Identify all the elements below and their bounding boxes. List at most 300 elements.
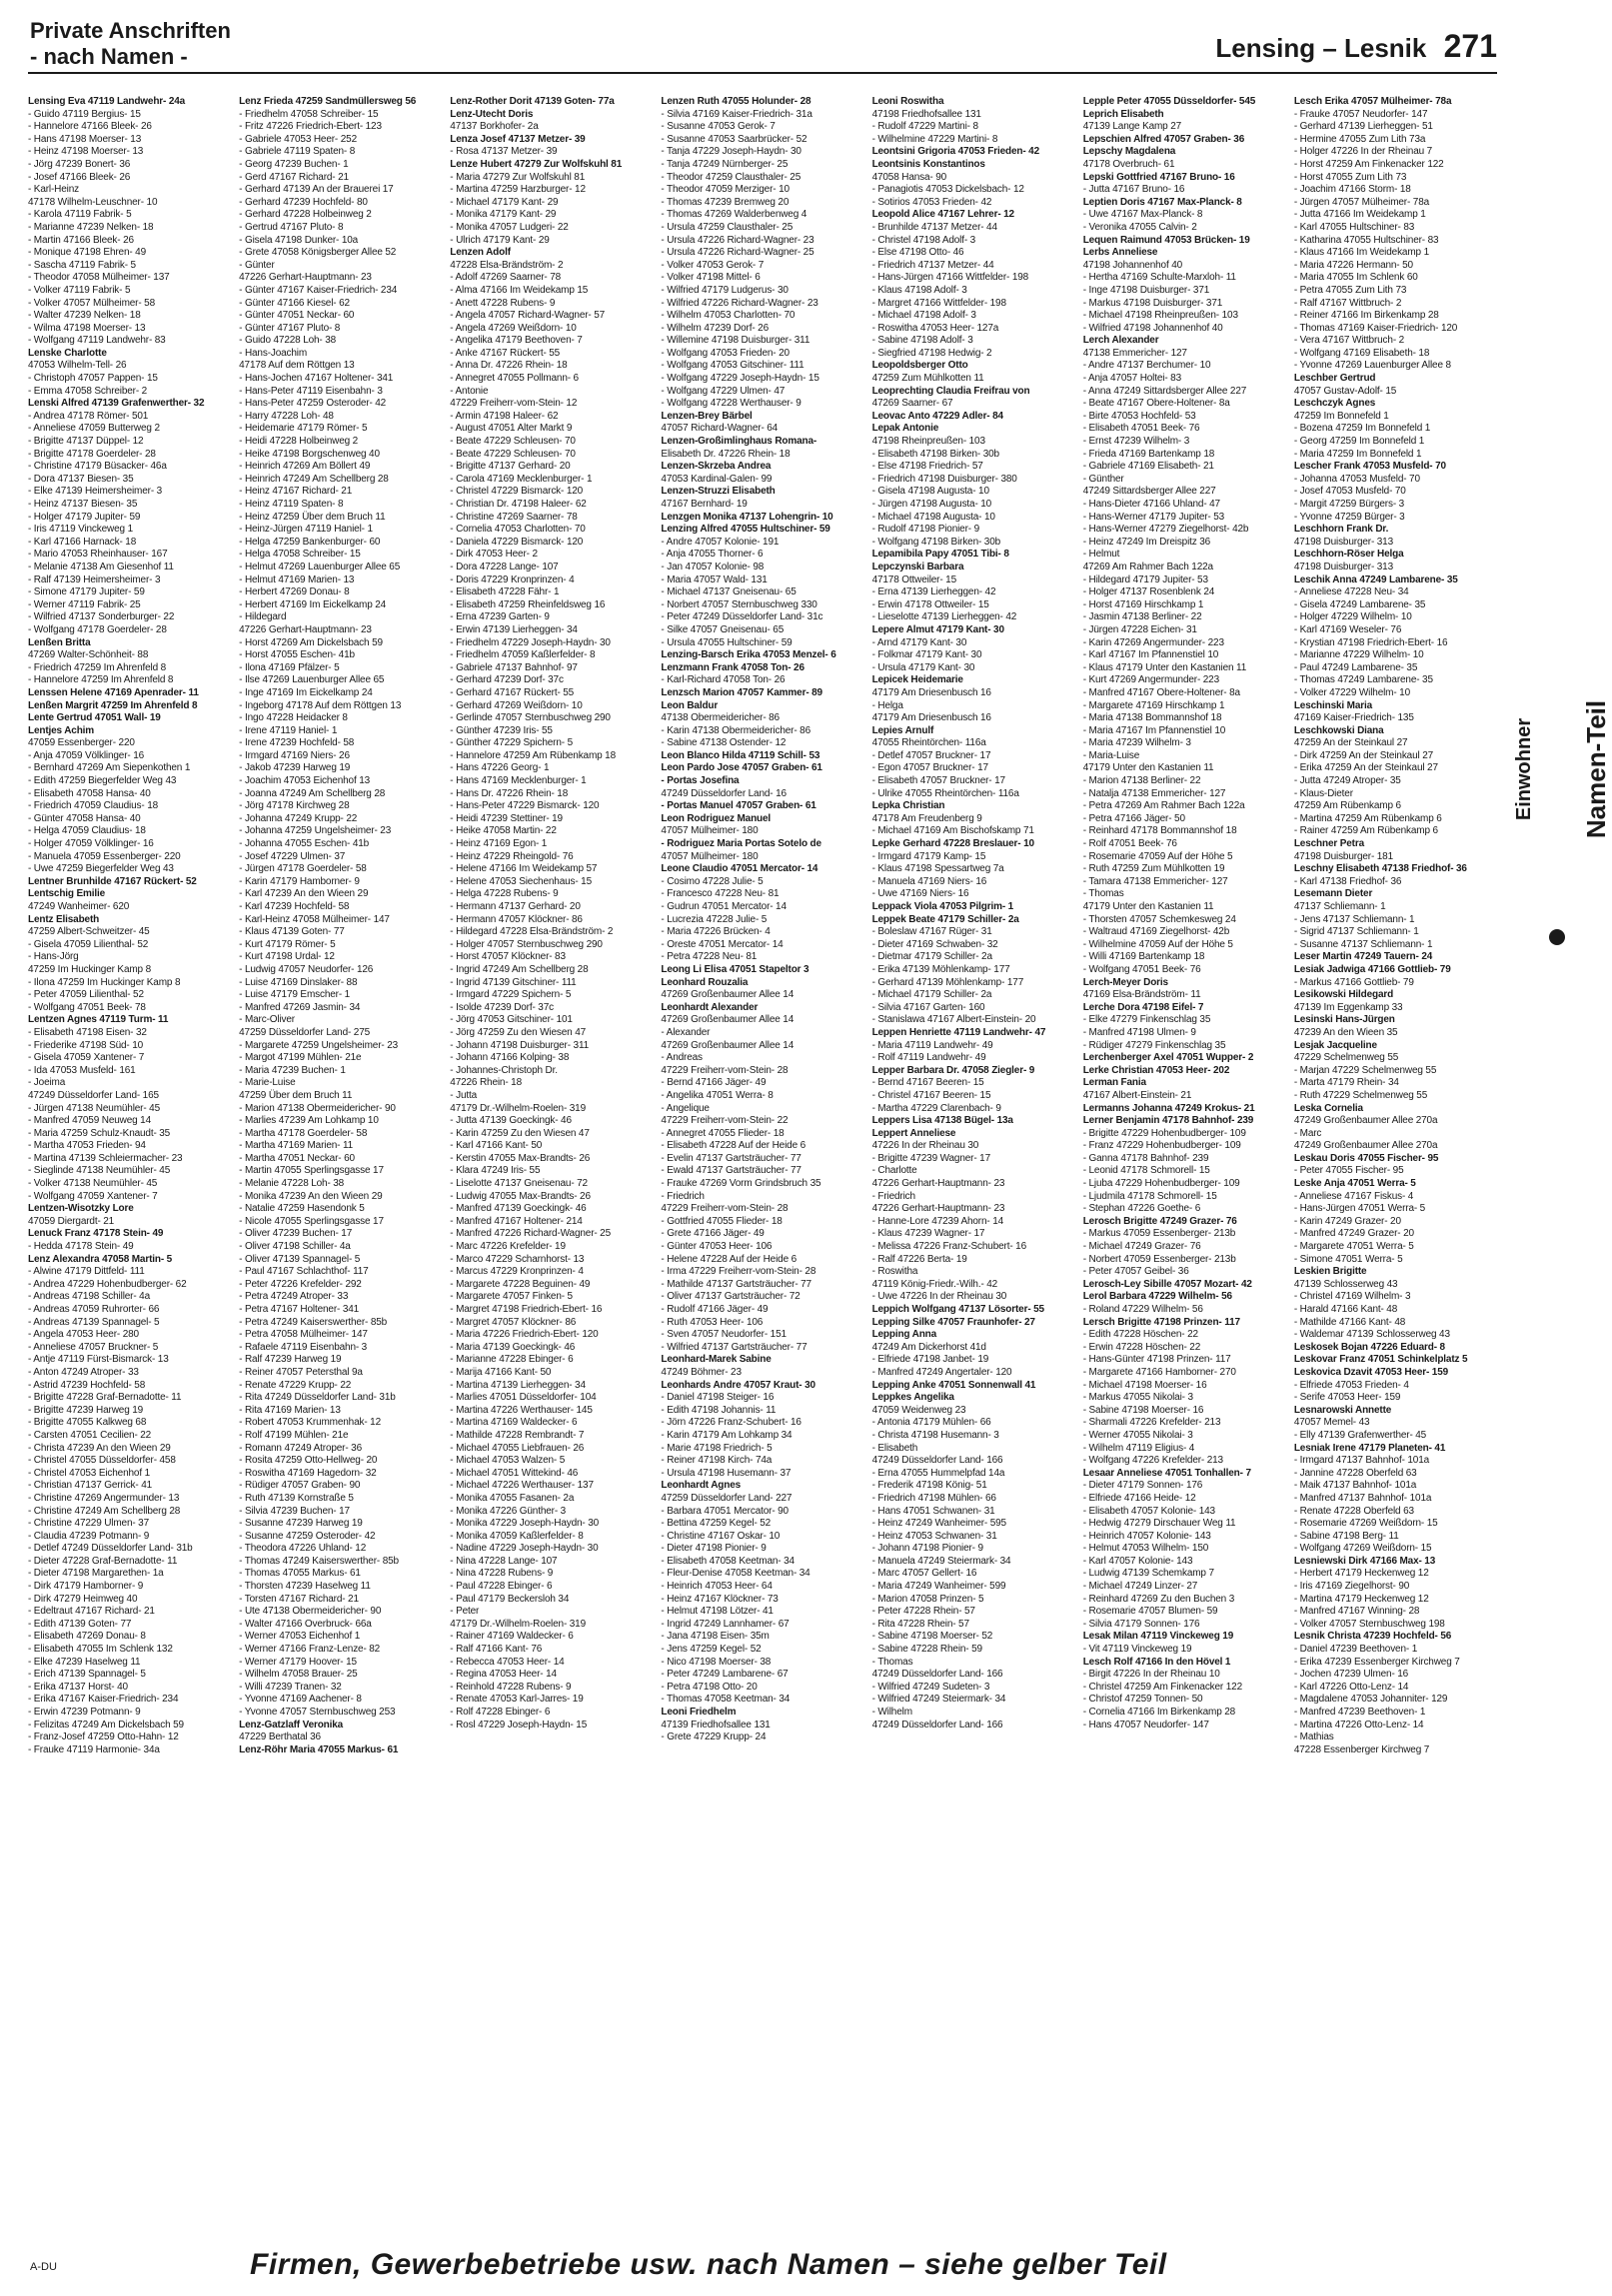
listing-entry: - Wolfgang 47119 Landwehr- 83 — [28, 335, 166, 347]
listing-entry: 47057 Richard-Wagner- 64 — [661, 423, 779, 435]
listing-entry: - Karl 47055 Hultschiner- 83 — [1293, 221, 1415, 233]
listing-entry: - Ralf 47167 Wittbruch- 2 — [1293, 297, 1402, 309]
listing-entry: - Wolfgang 47059 Xantener- 7 — [28, 1190, 158, 1202]
listing-entry: - Erika 47139 Möhlenkamp- 177 — [871, 963, 1010, 975]
listing-entry: - Brigitte 47055 Kalkweg 68 — [28, 1417, 147, 1429]
listing-entry: - Brigitte 47137 Düppel- 12 — [28, 436, 144, 448]
listing-entry: - Michael 47198 Rheinpreußen- 103 — [1082, 310, 1238, 322]
listing-entry: - Guido 47119 Bergius- 15 — [28, 108, 141, 120]
listing-entry: - Alma 47166 Im Weidekamp 15 — [450, 284, 589, 296]
listing-entry: - Wilma 47198 Moerser- 13 — [28, 322, 146, 334]
listing-entry: - Marc 47226 Krefelder- 19 — [450, 1241, 566, 1253]
listing-entry: - Uwe 47167 Max-Planck- 8 — [1082, 209, 1203, 221]
listing-entry: - Manfred 47059 Neuweg 14 — [28, 1115, 151, 1127]
listing-entry: - Gottfried 47055 Flieder- 18 — [661, 1215, 783, 1227]
listing-entry: - Antonia 47179 Mühlen- 66 — [871, 1417, 991, 1429]
listing-entry: 47139 Schlosserweg 43 — [1293, 1278, 1398, 1290]
listing-entry: - Elisabeth 47051 Beek- 76 — [1082, 423, 1200, 435]
listing-entry: - Hans-Jochen 47167 Holtener- 341 — [239, 373, 394, 385]
listing-entry-head: Lesaar Anneliese 47051 Tonhallen- 7 — [1082, 1467, 1251, 1479]
listing-entry: - Marjan 47229 Schelmenweg 55 — [1293, 1064, 1437, 1076]
listing-entry: - Robert 47053 Krummenhak- 12 — [239, 1417, 381, 1429]
listing-entry: - Christof 47259 Tonnen- 50 — [1082, 1694, 1203, 1706]
listing-entry-head: Lensing Eva 47119 Landwehr- 24a — [28, 96, 186, 107]
listing-entry-head: Lepak Antonie — [871, 423, 939, 435]
listing-entry-head: Lenz-Rother Dorit 47139 Goten- 77a — [450, 96, 615, 107]
listing-entry: - Karola 47119 Fabrik- 5 — [28, 209, 132, 221]
listing-entry: 47226 In der Rheinau 30 — [871, 1140, 979, 1152]
listing-entry: - Angela 47269 Weißdorn- 10 — [450, 322, 577, 334]
listing-entry-head: Lermanns Johanna 47249 Krokus- 21 — [1082, 1102, 1255, 1114]
listing-entry: - Oliver 47239 Buchen- 17 — [239, 1228, 353, 1240]
listing-entry: - Silvia 47169 Kaiser-Friedrich- 31a — [661, 108, 812, 120]
listing-entry: - Christine 47229 Ulmen- 37 — [28, 1518, 150, 1530]
listing-entry-head: Leonhards Andre 47057 Kraut- 30 — [661, 1379, 815, 1391]
listing-entry: - Christa 47239 An den Wieen 29 — [28, 1442, 171, 1454]
listing-entry: - Marta 47179 Rhein- 34 — [1293, 1077, 1399, 1089]
listing-entry: - Helmut 47053 Wilhelm- 150 — [1082, 1543, 1209, 1555]
listing-entry: - Yvonne 47057 Sternbuschweg 253 — [239, 1707, 396, 1718]
listing-entry-head: Leskosek Bojan 47226 Eduard- 8 — [1293, 1341, 1445, 1353]
listing-entry: - Rudolf 47229 Martini- 8 — [871, 121, 978, 133]
listing-entry: - Maria 47226 Friedrich-Ebert- 120 — [450, 1329, 599, 1341]
listing-entry: - Rudolf 47198 Pionier- 9 — [871, 524, 979, 536]
listing-entry: - Lieselotte 47139 Lierheggen- 42 — [871, 611, 1017, 623]
listing-entry: - Heinz 47249 Wanheimer- 595 — [871, 1518, 1006, 1530]
listing-entry: - Reiner 47057 Petersthal 9a — [239, 1366, 363, 1378]
listing-entry: - Georg 47259 Im Bonnefeld 1 — [1293, 436, 1425, 448]
listing-entry: - Marie 47198 Friedrich- 5 — [661, 1442, 773, 1454]
listing-entry: - Silvia 47167 Garten- 160 — [871, 1001, 985, 1013]
listing-entry: - Karin 47269 Angermunder- 223 — [1082, 636, 1224, 648]
listing-entry: - Martha 47051 Neckar- 60 — [239, 1152, 355, 1164]
listing-entry-head: Leschik Anna 47249 Lambarene- 35 — [1293, 574, 1458, 585]
listing-entry: 47259 Im Bonnefeld 1 — [1293, 410, 1389, 422]
listing-entry: - Hans-Jörg — [28, 951, 79, 963]
listing-entry: - Irmgard 47179 Kamp- 15 — [871, 850, 986, 862]
listing-entry: 47178 Wilhelm-Leuschner- 10 — [28, 196, 158, 208]
listing-entry: - Johanna 47053 Musfeld- 70 — [1293, 473, 1420, 485]
listing-entry: - Dirk 47259 An der Steinkaul 27 — [1293, 749, 1434, 761]
listing-entry: - Friedrich — [661, 1190, 705, 1202]
listing-entry: - Marion 47138 Berliner- 22 — [1082, 775, 1201, 787]
listing-entry: - Günter 47053 Heer- 106 — [661, 1241, 773, 1253]
listing-entry: - Kurt 47269 Angermunder- 223 — [1082, 674, 1219, 686]
section-side-tab — [1512, 619, 1611, 919]
listing-entry: - Jürgen 47198 Augusta- 10 — [871, 499, 992, 510]
listing-entry: - Kerstin 47055 Max-Brandts- 26 — [450, 1152, 591, 1164]
listing-entry: - Ingrid 47249 Am Schellberg 28 — [450, 963, 589, 975]
listing-entry: - Martina 47139 Schleiermacher- 23 — [28, 1152, 183, 1164]
listing-entry: - Beate 47167 Obere-Holtener- 8a — [1082, 398, 1230, 410]
listing-entry: 47249 Großenbaumer Allee 270a — [1293, 1140, 1438, 1152]
listing-entry-head: Leonhard-Marek Sabine — [661, 1354, 772, 1366]
listing-entry: 47249 Düsseldorfer Land- 166 — [871, 1719, 1003, 1730]
listing-entry: - Volker 47138 Neumühler- 45 — [28, 1178, 158, 1190]
listing-entry-head: Leppich Wolfgang 47137 Lösorter- 55 — [871, 1304, 1044, 1315]
listing-entry: - Elisabeth 47058 Hansa- 40 — [28, 787, 151, 799]
listing-entry: - Peter 47249 Düsseldorfer Land- 31c — [661, 611, 823, 623]
listing-entry: - Nadine 47229 Joseph-Haydn- 30 — [450, 1543, 599, 1555]
listing-entry-head: Lepping Anna — [871, 1329, 937, 1341]
listing-entry: - Karin 47259 Zu den Wiesen 47 — [450, 1127, 590, 1139]
listing-entry: 47169 Kaiser-Friedrich- 135 — [1293, 712, 1414, 724]
listing-entry: - Annegret 47055 Flieder- 18 — [661, 1127, 785, 1139]
listing-entry-head: Lepper Barbara Dr. 47058 Ziegler- 9 — [871, 1064, 1035, 1076]
listing-entry: - Marcus 47229 Kronprinzen- 4 — [450, 1266, 584, 1278]
listing-entry-head: Lesinski Hans-Jürgen — [1293, 1014, 1395, 1026]
listing-entry: 47059 Diergardt- 21 — [28, 1215, 115, 1227]
listing-entry: - Thomas 47249 Lambarene- 35 — [1293, 674, 1433, 686]
listing-entry: - Joeima — [28, 1077, 66, 1089]
listing-entry: - Gerhard 47167 Rückert- 55 — [450, 686, 575, 698]
listing-entry: - Sabine 47138 Ostender- 12 — [661, 737, 787, 749]
listing-entry-head: Leonhardt Agnes — [661, 1480, 742, 1492]
listing-entry: - Maria 47279 Zur Wolfskuhl 81 — [450, 171, 586, 183]
listing-entry: - Norbert 47057 Sternbuschweg 330 — [661, 598, 817, 610]
listing-entry: - Brigitte 47178 Goerdeler- 28 — [28, 448, 156, 460]
listing-entry: - Anke 47167 Rückert- 55 — [450, 347, 561, 359]
listing-entry: - Michael 47249 Grazer- 76 — [1082, 1241, 1201, 1253]
listing-entry: - Bernd 47166 Jäger- 49 — [661, 1077, 767, 1089]
listing-entry: - Karin 47249 Grazer- 20 — [1293, 1215, 1401, 1227]
listing-entry: - Jens 47259 Kegel- 52 — [661, 1644, 762, 1656]
listing-entry-head: Lenssen Helene 47169 Apenrader- 11 — [28, 686, 199, 698]
listing-entry: - Elfriede 47198 Janbet- 19 — [871, 1354, 989, 1366]
listing-entry: - Joachim 47166 Storm- 18 — [1293, 184, 1411, 196]
listing-entry: - Karl 47138 Friedhof- 36 — [1293, 875, 1402, 887]
listing-entry: 47198 Johannenhof 40 — [1082, 259, 1183, 271]
footer-note: Firmen, Gewerbebetriebe usw. nach Namen – siehe gelber Teil — [250, 2248, 1167, 2281]
listing-entry: - Christel 47167 Beeren- 15 — [871, 1089, 991, 1101]
listing-entry: - Reinhold 47228 Rubens- 9 — [450, 1681, 572, 1693]
listing-entry: - Anja 47057 Holtei- 83 — [1082, 373, 1181, 385]
listing-entry: - Charlotte — [871, 1165, 917, 1177]
listing-entry: - Gerd 47167 Richard- 21 — [239, 171, 349, 183]
listing-entry-head: Lente Gertrud 47051 Wall- 19 — [28, 712, 161, 724]
listing-columns — [28, 96, 1497, 2234]
listing-entry-head: Leschhorn Frank Dr. — [1293, 524, 1389, 536]
listing-entry: - Erika 47239 Essenberger Kirchweg 7 — [1293, 1656, 1460, 1668]
listing-entry: - Grete 47058 Königsberger Allee 52 — [239, 247, 397, 259]
listing-entry: - Susanne 47259 Osteroder- 42 — [239, 1530, 376, 1542]
listing-entry: - Elke 47239 Haselweg 11 — [28, 1656, 141, 1668]
listing-entry: - Rüdiger 47279 Finkenschlag 35 — [1082, 1039, 1226, 1051]
listing-entry: - Thomas 47055 Markus- 61 — [239, 1568, 361, 1580]
listing-entry-head: Leptien Doris 47167 Max-Planck- 8 — [1082, 196, 1242, 208]
listing-entry: - Ganna 47178 Bahnhof- 239 — [1082, 1152, 1209, 1164]
listing-entry: - Margarete 47057 Finken- 5 — [450, 1291, 573, 1303]
listing-entry: - Erwin 47178 Ottweiler- 15 — [871, 598, 989, 610]
listing-entry: - Adolf 47269 Saarner- 78 — [450, 272, 562, 284]
listing-entry: - Ursula 47226 Richard-Wagner- 23 — [661, 234, 814, 246]
listing-entry: - Manfred 47249 Grazer- 20 — [1293, 1228, 1414, 1240]
listing-entry: - Rita 47169 Marien- 13 — [239, 1404, 341, 1416]
listing-entry: - Wilfried 47179 Ludgerus- 30 — [661, 284, 789, 296]
listing-entry-head: Lenza Josef 47137 Metzer- 39 — [450, 133, 586, 145]
listing-entry: - Hans 47198 Moerser- 13 — [28, 133, 142, 145]
listing-entry: - Christa 47198 Husemann- 3 — [871, 1429, 999, 1441]
listing-entry: - Susanne 47053 Saarbrücker- 52 — [661, 133, 807, 145]
listing-entry: - Bernd 47167 Beeren- 15 — [871, 1077, 984, 1089]
listing-entry: - Ralf 47139 Heimersheimer- 3 — [28, 574, 161, 585]
listing-entry: - Panagiotis 47053 Dickelsbach- 12 — [871, 184, 1024, 196]
listing-entry: 47269 Großenbaumer Allee 14 — [661, 1039, 795, 1051]
listing-entry: - Jürgen 47178 Goerdeler- 58 — [239, 863, 367, 875]
listing-entry: - Irmgard 47137 Bahnhof- 101a — [1293, 1455, 1430, 1467]
listing-entry: - Werner 47055 Nikolai- 3 — [1082, 1429, 1193, 1441]
listing-entry: - Krystian 47198 Friedrich-Ebert- 16 — [1293, 636, 1448, 648]
listing-entry: - Sven 47057 Neudorfer- 151 — [661, 1329, 787, 1341]
listing-entry-head: Lepicek Heidemarie — [871, 674, 963, 686]
listing-entry: - Ulrich 47179 Kant- 29 — [450, 234, 550, 246]
listing-entry-head: Lenzen-Großimlinghaus Romana- — [661, 436, 817, 448]
listing-entry-head: Lerol Barbara 47229 Wilhelm- 56 — [1082, 1291, 1232, 1303]
listing-entry: - Helene 47166 Im Weidekamp 57 — [450, 863, 598, 875]
listing-entry: - Jakob 47239 Harweg 19 — [239, 762, 351, 774]
listing-entry: - Ludwig 47057 Neudorfer- 126 — [239, 963, 374, 975]
listing-entry: 47269 Am Rahmer Bach 122a — [1082, 561, 1213, 573]
listing-column-5 — [872, 96, 1075, 2234]
listing-entry: - Andreas — [661, 1052, 703, 1064]
listing-entry: - Antje 47119 Fürst-Bismarck- 13 — [28, 1354, 169, 1366]
listing-entry: - Christel 47055 Düsseldorfer- 458 — [28, 1455, 176, 1467]
listing-entry: - Michael 47179 Schiller- 2a — [871, 989, 992, 1001]
listing-entry-head: Leppkes Angelika — [871, 1392, 954, 1404]
listing-entry: - Peter 47226 Krefelder- 292 — [239, 1278, 362, 1290]
listing-entry-head: Leontsinis Konstantinos — [871, 158, 985, 170]
listing-entry: - Hermann 47137 Gerhard- 20 — [450, 901, 581, 912]
listing-entry: - Thomas 47058 Keetman- 34 — [661, 1694, 791, 1706]
listing-entry-head: Lentjes Achim — [28, 724, 95, 736]
listing-entry: - Thomas 47169 Kaiser-Friedrich- 120 — [1293, 322, 1458, 334]
listing-entry: - Hans Dr. 47226 Rhein- 18 — [450, 787, 569, 799]
listing-entry-head: Leonhard Rouzalia — [661, 976, 749, 988]
listing-entry: - Karl 47167 Im Pfannenstiel 10 — [1082, 649, 1219, 661]
listing-entry: 47226 Gerhart-Hauptmann- 23 — [239, 623, 372, 635]
listing-entry: - Elisabeth 47269 Donau- 8 — [28, 1631, 146, 1643]
listing-entry: - Rosa 47137 Metzer- 39 — [450, 146, 558, 158]
listing-entry: - Willi 47169 Bartenkamp 18 — [1082, 951, 1205, 963]
listing-entry: - Rüdiger 47057 Graben- 90 — [239, 1480, 361, 1492]
listing-entry: - Erna 47139 Lierheggen- 42 — [871, 586, 996, 598]
listing-entry: - Anja 47055 Thorner- 6 — [661, 549, 764, 561]
listing-entry-head: Leschber Gertrud — [1293, 373, 1376, 385]
listing-entry: - Susanne 47137 Schliemann- 1 — [1293, 938, 1433, 950]
listing-column-4 — [661, 96, 863, 2234]
listing-entry: - Klaus 47179 Unter den Kastanien 11 — [1082, 661, 1247, 673]
listing-entry: - Ruth 47259 Zum Mühlkotten 19 — [1082, 863, 1225, 875]
listing-entry: - Peter 47228 Rhein- 57 — [871, 1606, 975, 1618]
listing-entry: - Maria 47119 Landwehr- 49 — [871, 1039, 993, 1051]
listing-entry: - Mathilde 47137 Gartsträucher- 77 — [661, 1278, 811, 1290]
listing-entry: 47198 Duisburger- 181 — [1293, 850, 1393, 862]
listing-entry: - Sieglinde 47138 Neumühler- 45 — [28, 1165, 171, 1177]
listing-entry: 47249 Böhmer- 23 — [661, 1366, 742, 1378]
listing-entry: 47057 Mülheimer- 180 — [661, 825, 759, 837]
listing-entry: - Markus 47059 Essenberger- 213b — [1082, 1228, 1236, 1240]
listing-entry: - Astrid 47239 Hochfeld- 58 — [28, 1379, 146, 1391]
header-rule — [28, 72, 1497, 74]
listing-entry: - Claudia 47239 Potmann- 9 — [28, 1530, 150, 1542]
listing-entry: - Oliver 47137 Gartsträucher- 72 — [661, 1291, 801, 1303]
listing-entry-head: Leschczyk Agnes — [1293, 398, 1376, 410]
listing-entry: - Cornelia 47166 Im Birkenkamp 28 — [1082, 1707, 1236, 1718]
listing-entry: 47226 Gerhart-Hauptmann- 23 — [239, 272, 372, 284]
listing-entry: - Manfred 47198 Ulmen- 9 — [1082, 1026, 1196, 1038]
listing-entry: 47259 Düsseldorfer Land- 227 — [661, 1492, 793, 1504]
header-title: Private Anschriften — [30, 18, 231, 43]
listing-entry: - Helmut — [1082, 549, 1120, 561]
listing-entry: - Holger 47137 Rosenblenk 24 — [1082, 586, 1215, 598]
listing-entry: 47239 An den Wieen 35 — [1293, 1026, 1398, 1038]
listing-entry: - Cornelia 47053 Charlotten- 70 — [450, 524, 586, 536]
listing-entry: - Egon 47057 Bruckner- 17 — [871, 762, 988, 774]
listing-entry: - Friedrich 47059 Claudius- 18 — [28, 800, 159, 812]
listing-entry: - Heike 47058 Martin- 22 — [450, 825, 557, 837]
listing-entry: - Magdalene 47053 Johanniter- 129 — [1293, 1694, 1448, 1706]
listing-entry: - Helene 47228 Auf der Heide 6 — [661, 1253, 798, 1265]
listing-entry: - Silke 47057 Gneisenau- 65 — [661, 623, 785, 635]
listing-entry: - Petra 47166 Jäger- 50 — [1082, 812, 1185, 824]
listing-entry: - Erich 47139 Spannagel- 5 — [28, 1669, 146, 1681]
listing-entry-head: Lerman Fania — [1082, 1077, 1146, 1089]
listing-entry: - Volker 47229 Wilhelm- 10 — [1293, 686, 1410, 698]
listing-entry-head: Lesniewski Dirk 47166 Max- 13 — [1293, 1555, 1436, 1567]
listing-entry: - Michael 47053 Walzen- 5 — [450, 1455, 566, 1467]
listing-entry: - Holger 47226 In der Rheinau 7 — [1293, 146, 1433, 158]
listing-entry: - Frauke 47269 Vorm Grindsbruch 35 — [661, 1178, 821, 1190]
bullet-dot — [1549, 929, 1565, 945]
listing-entry: - Michael 47198 Augusta- 10 — [871, 511, 995, 523]
listing-entry: - Tanja 47229 Joseph-Haydn- 30 — [661, 146, 802, 158]
listing-entry-head: Lerch Alexander — [1082, 335, 1159, 347]
listing-entry: - Leonid 47178 Schmorell- 15 — [1082, 1165, 1210, 1177]
listing-entry: - Hedda 47178 Stein- 49 — [28, 1241, 134, 1253]
listing-entry: - Arnd 47179 Kant- 30 — [871, 636, 967, 648]
listing-entry: - Gisela 47198 Augusta- 10 — [871, 486, 989, 498]
listing-entry: - Walter 47239 Nelken- 18 — [28, 310, 141, 322]
listing-entry: - Jörg 47053 Gitschiner- 101 — [450, 1014, 573, 1026]
listing-entry: - Wilfried 47198 Johannenhof 40 — [1082, 322, 1223, 334]
listing-entry-head: Lesnarowski Annette — [1293, 1404, 1392, 1416]
listing-entry: - Jutta 47166 Im Weidekamp 1 — [1293, 209, 1426, 221]
listing-entry: - Jörg 47259 Zu den Wiesen 47 — [450, 1026, 587, 1038]
listing-entry: - Hans-Dieter 47166 Uhland- 47 — [1082, 499, 1220, 510]
listing-entry: - Margarete 47169 Hirschkamp 1 — [1082, 699, 1225, 711]
listing-entry: - Luise 47169 Dinslaker- 88 — [239, 976, 358, 988]
listing-entry: - Oliver 47198 Schiller- 4a — [239, 1241, 351, 1253]
listing-entry: - Ljudmila 47178 Schmorell- 15 — [1082, 1190, 1217, 1202]
listing-entry: - Martina 47226 Werthauser- 145 — [450, 1404, 593, 1416]
listing-entry: - Antonie — [450, 385, 489, 397]
listing-entry: 47249 Am Dickerhorst 41d — [871, 1341, 986, 1353]
listing-entry: 47137 Borkhofer- 2a — [450, 121, 539, 133]
listing-entry: - Marc-Oliver — [239, 1014, 295, 1026]
listing-entry: - Hannelore 47259 Im Ahrenfeld 8 — [28, 674, 174, 686]
listing-entry-head: Leopold Alice 47167 Lehrer- 12 — [871, 209, 1014, 221]
listing-entry: - Anna 47249 Sittardsberger Allee 227 — [1082, 385, 1247, 397]
listing-entry: - Holger 47057 Sternbuschweg 290 — [450, 938, 603, 950]
listing-entry: - Hanne-Lore 47239 Ahorn- 14 — [871, 1215, 1004, 1227]
listing-entry: - Günter 47167 Kaiser-Friedrich- 234 — [239, 284, 398, 296]
listing-entry: - Rolf 47228 Ebinger- 6 — [450, 1707, 551, 1718]
listing-entry: - Dieter 47179 Sonnen- 176 — [1082, 1480, 1203, 1492]
listing-entry: - Manfred 47269 Jasmin- 34 — [239, 1001, 361, 1013]
listing-entry: - Günter 47051 Neckar- 60 — [239, 310, 355, 322]
listing-entry-head: - Rodriguez Maria Portas Sotelo de — [661, 838, 821, 850]
listing-entry: - Reinhard 47178 Bommannshof 18 — [1082, 825, 1237, 837]
listing-entry: - Detlef 47057 Bruckner- 17 — [871, 749, 991, 761]
listing-entry: - Ilona 47169 Pfälzer- 5 — [239, 661, 340, 673]
listing-entry: - Heidi 47228 Holbeinweg 2 — [239, 436, 359, 448]
listing-entry: - Rosemarie 47269 Weißdorn- 15 — [1293, 1518, 1438, 1530]
listing-entry: - Heinz 47198 Moerser- 13 — [28, 146, 144, 158]
listing-entry: - Ernst 47239 Wilhelm- 3 — [1082, 436, 1190, 448]
listing-entry: 47198 Duisburger- 313 — [1293, 536, 1393, 548]
listing-entry: - Torsten 47167 Richard- 21 — [239, 1593, 359, 1605]
listing-entry: - Roland 47229 Wilhelm- 56 — [1082, 1304, 1203, 1315]
listing-entry: - Jutta 47167 Bruno- 16 — [1082, 184, 1185, 196]
listing-entry: - Jörg 47239 Bonert- 36 — [28, 158, 131, 170]
listing-entry: - Heinz 47259 Über dem Bruch 11 — [239, 511, 386, 523]
listing-entry: - Jörg 47178 Kirchweg 28 — [239, 800, 350, 812]
listing-entry: - Martha 47053 Frieden- 94 — [28, 1140, 146, 1152]
listing-entry: - Dieter 47198 Pionier- 9 — [661, 1543, 767, 1555]
listing-entry: - Ulrike 47055 Rheintörchen- 116a — [871, 787, 1019, 799]
listing-entry-head: Lersch Brigitte 47198 Prinzen- 117 — [1082, 1316, 1240, 1328]
listing-entry: - Petra 47269 Am Rahmer Bach 122a — [1082, 800, 1245, 812]
listing-entry: - Theodor 47058 Mülheimer- 137 — [28, 272, 170, 284]
listing-entry: - Wilfried 47226 Richard-Wagner- 23 — [661, 297, 818, 309]
listing-entry-head: Leskien Brigitte — [1293, 1266, 1367, 1278]
listing-entry: - Klaus 47166 Im Weidekamp 1 — [1293, 247, 1429, 259]
listing-entry: - Hildegard — [239, 611, 287, 623]
listing-entry: - Sabine 47228 Rhein- 59 — [871, 1644, 982, 1656]
listing-entry: - Renate 47228 Oberfeld 63 — [1293, 1505, 1414, 1517]
listing-entry: 47249 Düsseldorfer Land- 166 — [871, 1669, 1003, 1681]
listing-entry-head: Leopoldsberger Otto — [871, 360, 968, 372]
listing-entry: - Jasmin 47138 Berliner- 22 — [1082, 611, 1202, 623]
listing-entry: - Christian 47137 Gerrick- 41 — [28, 1480, 153, 1492]
listing-entry: 47249 Düsseldorfer Land- 16 — [661, 787, 787, 799]
listing-entry: - Michael 47179 Kant- 29 — [450, 196, 559, 208]
listing-entry: - Gertrud 47167 Pluto- 8 — [239, 221, 344, 233]
listing-entry: - Hans 47169 Mecklenburger- 1 — [450, 775, 587, 787]
listing-entry: - Siegfried 47198 Hedwig- 2 — [871, 347, 992, 359]
listing-entry-head: Leppers Lisa 47138 Bügel- 13a — [871, 1115, 1013, 1127]
listing-entry: - Wolfgang 47053 Frieden- 20 — [661, 347, 790, 359]
side-tab-line2: Namen-Teil — [1580, 699, 1611, 839]
listing-entry: 47269 Saarner- 67 — [871, 398, 953, 410]
listing-entry: - Helmut 47169 Marien- 13 — [239, 574, 355, 585]
listing-entry-head: Leon Rodriguez Manuel — [661, 812, 772, 824]
listing-entry: - Mathilde 47228 Rembrandt- 7 — [450, 1429, 585, 1441]
listing-entry: - Heinrich 47269 Am Böllert 49 — [239, 461, 371, 473]
listing-entry: - Theodor 47259 Clausthaler- 25 — [661, 171, 802, 183]
listing-entry-head: Lenzen-Brey Bärbel — [661, 410, 753, 422]
listing-entry: 47269 Walter-Schönheit- 88 — [28, 649, 149, 661]
listing-entry-head: Leska Cornelia — [1293, 1102, 1363, 1114]
listing-entry: 47226 Rhein- 18 — [450, 1077, 522, 1089]
listing-entry-head: Lentz Elisabeth — [28, 913, 100, 925]
listing-entry: - Simone 47051 Werra- 5 — [1293, 1253, 1403, 1265]
listing-entry: - Sabine 47198 Moerser- 16 — [1082, 1404, 1204, 1416]
listing-entry: - Martina 47259 Am Rübenkamp 6 — [1293, 812, 1442, 824]
listing-entry: - Fritz 47226 Friedrich-Ebert- 123 — [239, 121, 382, 133]
listing-entry: - Gerhard 47139 Möhlenkamp- 177 — [871, 976, 1024, 988]
listing-entry: - Hermann 47057 Klöckner- 86 — [450, 913, 583, 925]
